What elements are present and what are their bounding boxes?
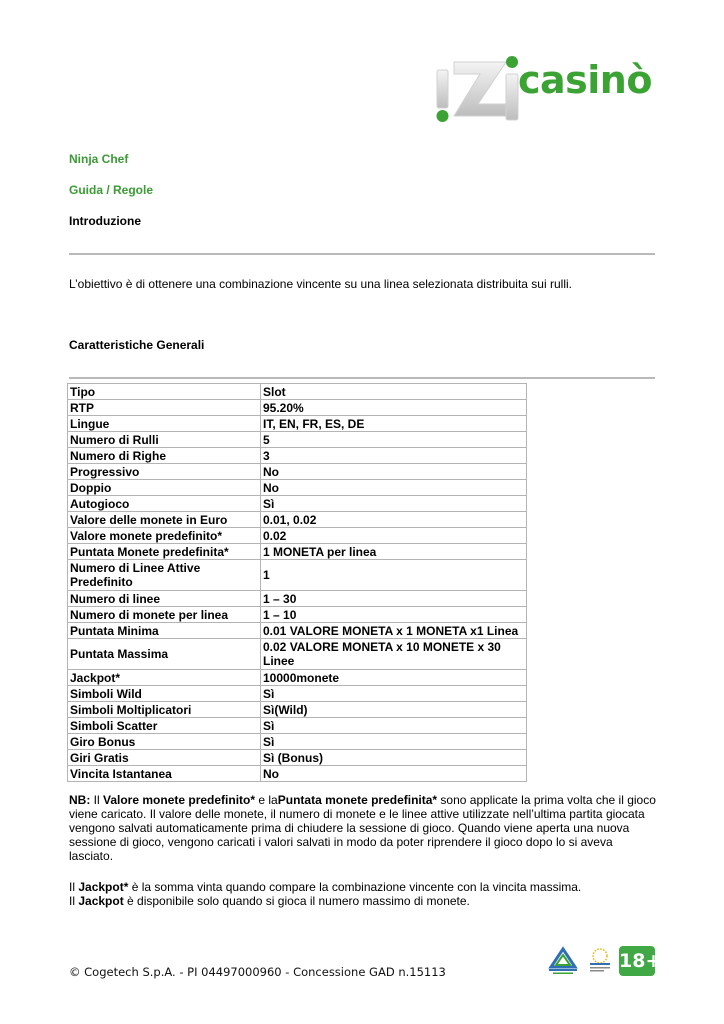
- spec-key: Valore delle monete in Euro: [68, 512, 261, 528]
- spec-value: No: [261, 766, 527, 782]
- nb-text: e la: [255, 793, 278, 807]
- divider: [69, 377, 655, 379]
- spec-key: Puntata Massima: [68, 639, 261, 670]
- spec-key: Autogioco: [68, 496, 261, 512]
- guide-title: Guida / Regole: [69, 183, 154, 197]
- intro-text: L’obiettivo è di ottenere una combinazione vincente su una linea selezionata distribuita sui rulli.: [69, 277, 572, 291]
- spec-key: Numero di Linee Attive Predefinito: [68, 560, 261, 591]
- table-row: [68, 670, 527, 686]
- spec-value: 0.02: [261, 528, 527, 544]
- spec-key: RTP: [68, 400, 261, 416]
- table-row: [68, 528, 527, 544]
- table-row: [68, 750, 527, 766]
- spec-value: No: [261, 464, 527, 480]
- spec-value: 1 – 30: [261, 591, 527, 607]
- table-row: [68, 464, 527, 480]
- table-row: [68, 400, 527, 416]
- spec-value: 1 – 10: [261, 607, 527, 623]
- spec-key: Puntata Minima: [68, 623, 261, 639]
- nb-text: sono applicate la prima volta che il gioco viene caricato. Il valore delle monete, il numero di monete e le linee attive utilizzate nell’ultima partita giocata vengono salvati automaticamente prima di chiudere la sessione di gioco. Quando viene aperta una nuova sessione di gioco, vengono caricati i valori salvati in modo da poter riprendere il gioco dopo lo si aveva lasciato.: [69, 793, 656, 863]
- table-row: [68, 432, 527, 448]
- table-row: [68, 512, 527, 528]
- nb-bold: Valore monete predefinito*: [103, 793, 256, 807]
- spec-key: Simboli Moltiplicatori: [68, 702, 261, 718]
- jackpot-line: [69, 880, 659, 894]
- spec-value: 0.02 VALORE MONETA x 10 MONETE x 30 Linee: [261, 639, 527, 670]
- nb-label: NB:: [69, 793, 91, 807]
- spec-value: IT, EN, FR, ES, DE: [261, 416, 527, 432]
- table-row: [68, 623, 527, 639]
- table-row: [68, 496, 527, 512]
- jackpot-line: [69, 894, 659, 908]
- spec-value: Sì: [261, 718, 527, 734]
- nb-bold: Puntata monete predefinita*: [277, 793, 438, 807]
- jackpot-bold: Jackpot: [78, 894, 124, 908]
- table-row: [68, 607, 527, 623]
- table-row: [68, 702, 527, 718]
- spec-value: Sì (Bonus): [261, 750, 527, 766]
- divider: [69, 253, 655, 255]
- spec-key: Numero di Rulli: [68, 432, 261, 448]
- spec-value: Sì(Wild): [261, 702, 527, 718]
- jackpot-bold: Jackpot*: [78, 880, 129, 894]
- table-row: [68, 560, 527, 591]
- table-row: [68, 639, 527, 670]
- features-heading: Caratteristiche Generali: [69, 338, 205, 352]
- spec-key: Doppio: [68, 480, 261, 496]
- specs-table: [67, 383, 527, 782]
- spec-value: 0.01, 0.02: [261, 512, 527, 528]
- table-row: [68, 544, 527, 560]
- spec-value: No: [261, 480, 527, 496]
- game-title: Ninja Chef: [69, 152, 129, 166]
- spec-key: Numero di Righe: [68, 448, 261, 464]
- table-row: [68, 416, 527, 432]
- spec-key: Simboli Wild: [68, 686, 261, 702]
- spec-value: 1: [261, 560, 527, 591]
- jackpot-note: [69, 880, 659, 908]
- age-18-badge: 18+: [619, 946, 655, 976]
- table-row: [68, 734, 527, 750]
- jackpot-text: è disponibile solo quando si gioca il numero massimo di monete.: [123, 894, 470, 908]
- table-row: [68, 591, 527, 607]
- adm-logo: [584, 946, 616, 976]
- table-row: [68, 384, 527, 400]
- jackpot-text: è la somma vinta quando compare la combinazione vincente con la vincita massima.: [128, 880, 582, 894]
- spec-key: Jackpot*: [68, 670, 261, 686]
- spec-key: Tipo: [68, 384, 261, 400]
- spec-value: 10000monete: [261, 670, 527, 686]
- spec-key: Progressivo: [68, 464, 261, 480]
- responsible-gaming-logo: [544, 946, 582, 976]
- intro-heading: Introduzione: [69, 214, 141, 228]
- spec-value: Sì: [261, 496, 527, 512]
- spec-value: 0.01 VALORE MONETA x 1 MONETA x1 Linea: [261, 623, 527, 639]
- nb-paragraph: [69, 793, 659, 863]
- spec-value: Sì: [261, 734, 527, 750]
- spec-key: Puntata Monete predefinita*: [68, 544, 261, 560]
- spec-key: Giri Gratis: [68, 750, 261, 766]
- spec-key: Simboli Scatter: [68, 718, 261, 734]
- spec-key: Numero di monete per linea: [68, 607, 261, 623]
- spec-value: 1 MONETA per linea: [261, 544, 527, 560]
- spec-key: Lingue: [68, 416, 261, 432]
- table-row: [68, 448, 527, 464]
- spec-value: 5: [261, 432, 527, 448]
- spec-key: Numero di linee: [68, 591, 261, 607]
- table-row: [68, 718, 527, 734]
- spec-value: Slot: [261, 384, 527, 400]
- spec-key: Giro Bonus: [68, 734, 261, 750]
- spec-value: Sì: [261, 686, 527, 702]
- spec-key: Valore monete predefinito*: [68, 528, 261, 544]
- table-row: [68, 766, 527, 782]
- spec-value: 95.20%: [261, 400, 527, 416]
- table-row: [68, 480, 527, 496]
- spec-key: Vincita Istantanea: [68, 766, 261, 782]
- jackpot-text: Il: [69, 880, 79, 894]
- logo-casino-text: casinò: [518, 58, 652, 102]
- table-row: [68, 686, 527, 702]
- nb-text: Il: [90, 793, 103, 807]
- spec-value: 3: [261, 448, 527, 464]
- footer-copyright: © Cogetech S.p.A. - PI 04497000960 - Concessione GAD n.15113: [69, 965, 446, 979]
- jackpot-text: Il: [69, 894, 79, 908]
